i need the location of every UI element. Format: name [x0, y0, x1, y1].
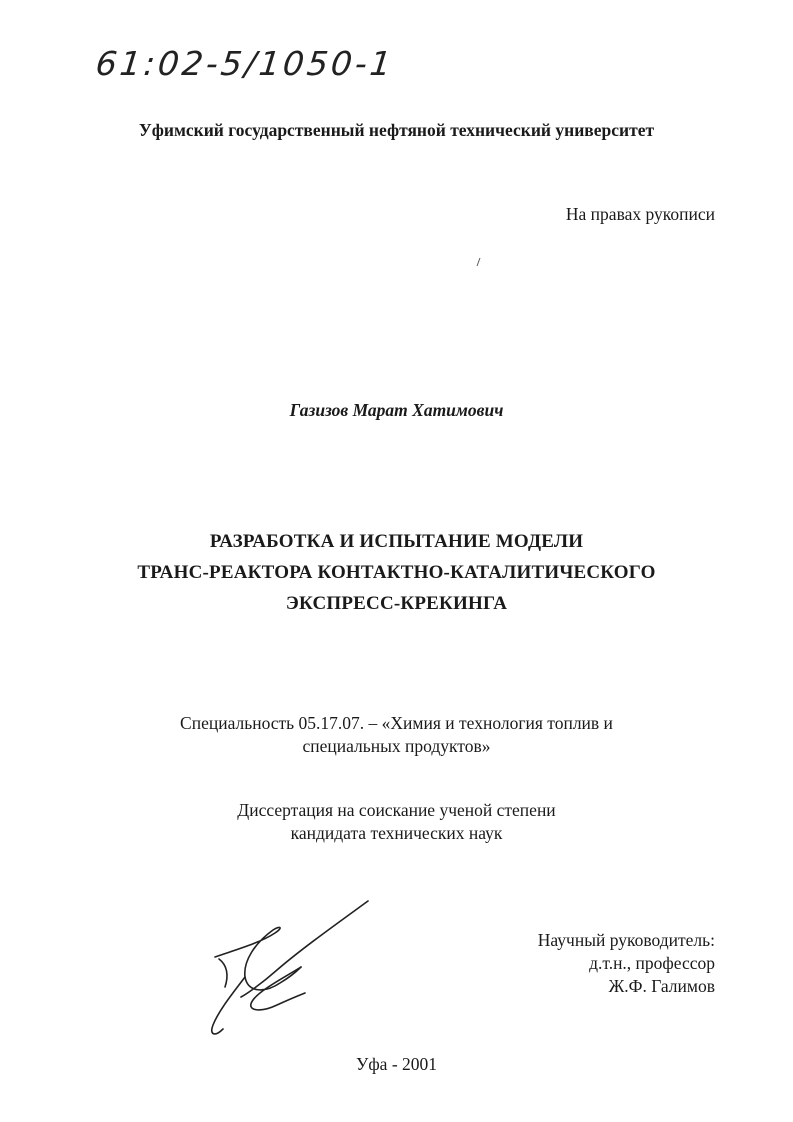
specialty-line-2: специальных продуктов»: [302, 736, 491, 756]
supervisor-label: Научный руководитель:: [537, 930, 715, 950]
dissertation-title: [0, 526, 793, 619]
author-name: Газизов Марат Хатимович: [289, 400, 504, 420]
title-line-3: ЭКСПРЕСС-КРЕКИНГА: [285, 593, 508, 614]
supervisor-name: Ж.Ф. Галимов: [608, 976, 715, 996]
supervisor-degree: д.т.н., профессор: [589, 953, 715, 973]
manuscript-rights-note: На правах рукописи: [565, 204, 715, 224]
title-line-2: ТРАНС-РЕАКТОРА КОНТАКТНО-КАТАЛИТИЧЕСКОГО: [137, 562, 656, 583]
specialty-line-1: Специальность 05.17.07. – «Химия и технология топлив и: [180, 713, 613, 733]
degree-statement: [0, 799, 793, 845]
degree-line-1: Диссертация на соискание ученой степени: [237, 800, 556, 820]
city-year: Уфа - 2001: [355, 1054, 438, 1074]
university-name: Уфимский государственный нефтяной технический университет: [138, 120, 655, 140]
title-line-1: РАЗРАБОТКА И ИСПЫТАНИЕ МОДЕЛИ: [209, 531, 584, 552]
supervisor-block: [538, 929, 715, 998]
scan-artifact-mark: [477, 258, 485, 266]
specialty-statement: [0, 712, 793, 758]
signature-icon: [205, 895, 385, 1045]
handwritten-catalog-number: 61:02-5/1050-1: [93, 44, 397, 83]
degree-line-2: кандидата технических наук: [290, 823, 503, 843]
